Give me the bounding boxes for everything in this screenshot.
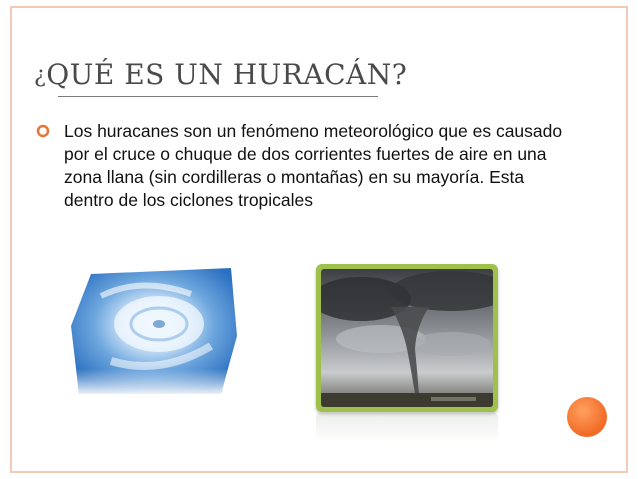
hurricane-satellite-image (71, 266, 237, 394)
title-question-open: ¿ (34, 63, 47, 88)
bullet-ring-icon (36, 124, 50, 138)
tornado-photo (321, 269, 493, 407)
title-word-es: ES (124, 58, 165, 91)
title-word-que: QUÉ (46, 58, 115, 91)
title-underline (58, 96, 378, 97)
tornado-image-frame (316, 264, 498, 412)
bullet-item (36, 120, 576, 212)
title-word-un: UN (174, 58, 224, 91)
slide-title (34, 58, 594, 91)
decorative-orange-circle (567, 397, 607, 437)
bullet-text: Los huracanes son un fenómeno meteorológico que es causado por el cruce o chuque de dos corrientes fuertes de aire en una zona llana (sin cordilleras o montañas) en su mayoría. Esta dentro de los ciclones tropicales (64, 121, 563, 210)
tornado-image-reflection (316, 413, 498, 443)
title-word-huracan: HURACÁN (232, 58, 392, 91)
title-question-close: ? (391, 58, 408, 91)
